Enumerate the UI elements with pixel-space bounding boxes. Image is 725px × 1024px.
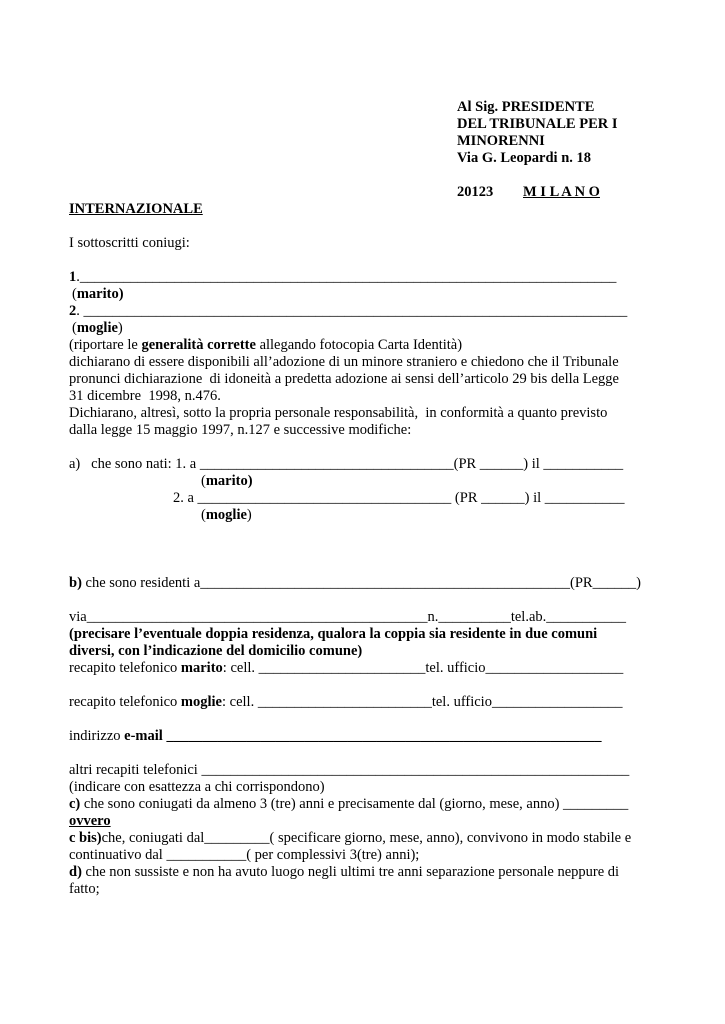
declaration-line-1: dichiarano di essere disponibili all’adozione di un minore straniero e chiedono che il Tribunale [69, 354, 619, 370]
addressee-line-1: Al Sig. PRESIDENTE [457, 99, 595, 115]
addressee-line-2: DEL TRIBUNALE PER I [457, 116, 618, 132]
residence-note-line-1: (precisare l’eventuale doppia residenza, qualora la coppia sia residente in due comuni [69, 626, 598, 642]
husband-phone-field[interactable]: recapito telefonico marito: cell. _______________________tel. ufficio___________________ [69, 660, 624, 676]
addressee-line-3: MINORENNI [457, 133, 545, 149]
declaration-line-4: Dichiarano, altresì, sotto la propria personale responsabilità, in conformità a quanto previsto [69, 405, 608, 421]
email-field[interactable]: indirizzo e-mail ____________________________________________________________ [69, 728, 602, 744]
marriage-date-field[interactable]: c) che sono coniugati da almeno 3 (tre) anni e precisamente dal (giorno, mese, anno) _________ [69, 796, 629, 812]
declaration-line-3: 31 dicembre 1998, n.476. [69, 388, 221, 404]
wife-label: (moglie) [72, 320, 123, 336]
declaration-line-2: pronunci dichiarazione di idoneità a predetta adozione ai sensi dell’articolo 29 bis della Legge [69, 371, 619, 387]
spouse-2-field[interactable]: 2. ___________________________________________________________________________ [69, 303, 628, 319]
wife-phone-field[interactable]: recapito telefonico moglie: cell. ________________________tel. ufficio__________________ [69, 694, 623, 710]
birth-field-husband[interactable]: a) che sono nati: 1. a ___________________________________(PR ______) il ___________ [69, 456, 624, 472]
address-field[interactable]: via_______________________________________________n.__________tel.ab.___________ [69, 609, 627, 625]
cohabitation-field[interactable]: c bis)che, coniugati dal_________( specificare giorno, mese, anno), convivono in modo stabile e [69, 830, 632, 846]
or-label: ovvero [69, 813, 111, 829]
other-phones-note: (indicare con esattezza a chi corrispondono) [69, 779, 325, 795]
birth-wife-label: (moglie) [201, 507, 252, 523]
addressee-line-4: Via G. Leopardi n. 18 [457, 150, 592, 166]
addressee-city: M I L A N O [523, 184, 600, 200]
declaration-line-5: dalla legge 15 maggio 1997, n.127 e successive modifiche: [69, 422, 412, 438]
intro-text: I sottoscritti coniugi: [69, 235, 190, 251]
separation-declaration: d) che non sussiste e non ha avuto luogo negli ultimi tre anni separazione personale neppure di [69, 864, 620, 880]
residence-field[interactable]: b) che sono residenti a___________________________________________________(PR______) [69, 575, 641, 591]
residence-note-line-2: diversi, con l’indicazione del domicilio comune) [69, 643, 363, 659]
addressee-cap: 20123 [457, 184, 494, 200]
instructions-text: (riportare le generalità corrette allegando fotocopia Carta Identità) [69, 337, 463, 353]
other-phones-field[interactable]: altri recapiti telefonici ___________________________________________________________ [69, 762, 630, 778]
husband-label: (marito) [72, 286, 124, 302]
cohabitation-field-line-2[interactable]: continuativo dal ___________( per complessivi 3(tre) anni); [69, 847, 420, 863]
birth-husband-label: (marito) [201, 473, 253, 489]
spouse-1-field[interactable]: 1.__________________________________________________________________________ [69, 269, 617, 285]
document-heading: INTERNAZIONALE [69, 201, 203, 217]
separation-declaration-line-2: fatto; [69, 881, 100, 897]
birth-field-wife[interactable]: 2. a ___________________________________ (PR ______) il ___________ [173, 490, 625, 506]
